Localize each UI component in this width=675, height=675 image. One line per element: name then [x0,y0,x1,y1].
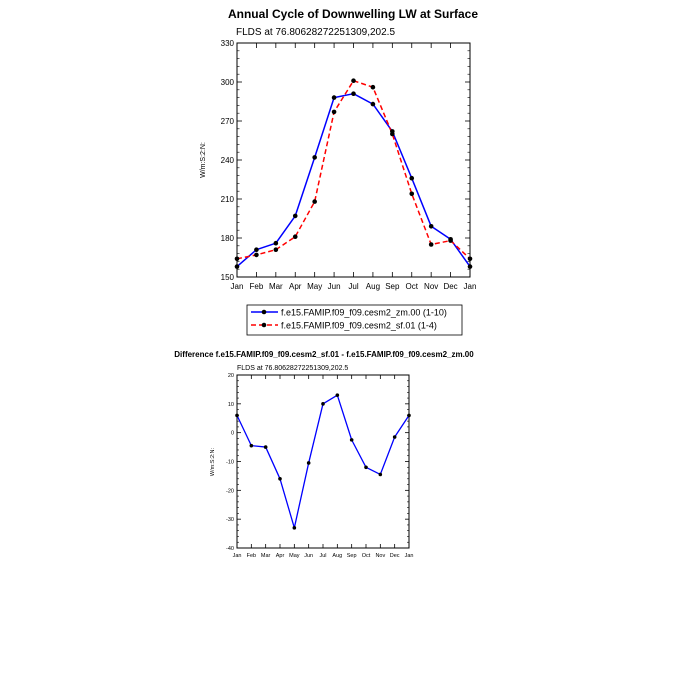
chart1-ylabel: W/m:S:2:N: [200,142,207,178]
series-2-point [274,247,279,252]
x-tick-label: Dec [443,282,458,291]
series-1-point [336,393,340,397]
series-line-2 [237,81,470,259]
chart2-plot-frame [237,375,409,548]
series-1-point [250,444,254,448]
series-1-point [468,264,473,269]
y-tick-label: 0 [230,430,234,437]
series-1-point [274,241,279,246]
series-2-point [371,85,376,90]
chart2-ylabel: W/m:S:2:N: [210,447,216,477]
series-1-point [264,445,268,449]
y-tick-label: -20 [226,488,234,495]
x-tick-label: Sep [385,282,400,291]
series-1-point [321,402,325,406]
x-tick-label: Oct [361,553,371,559]
legend-entry-series-1 [251,308,447,318]
legend-marker-series-2 [262,323,267,328]
x-tick-label: Jun [327,282,341,291]
x-tick-label: Aug [365,282,381,291]
series-1-point [307,461,311,465]
chart2-series-points [235,393,411,529]
x-tick-label: Apr [289,282,302,291]
x-tick-label: Mar [260,553,271,559]
series-2-point [409,192,414,197]
x-tick-label: Jan [230,282,244,291]
y-tick-label: 150 [220,272,234,282]
x-tick-label: Feb [249,282,264,291]
annual-cycle-chart [200,7,478,335]
series-line-1 [237,94,470,267]
y-tick-label: 330 [220,38,234,48]
chart2-title: Difference f.e15.FAMIP.f09_f09.cesm2_sf.01 - f.e15.FAMIP.f09_f09.cesm2_zm.00 [174,350,474,359]
legend-marker-series-1 [262,310,267,315]
series-1-point [293,214,298,219]
chart1-subtitle: FLDS at 76.80628272251309,202.5 [236,27,396,38]
x-tick-label: Dec [389,553,400,559]
y-tick-label: 270 [220,116,234,126]
series-1-point [278,477,282,481]
chart2-subtitle: FLDS at 76.80628272251309,202.5 [237,365,349,372]
x-tick-label: Mar [268,282,283,291]
chart1-plot-frame [237,43,470,277]
x-tick-label: Oct [405,282,418,291]
chart1-x-tick-labels [231,282,477,291]
series-2-point [390,132,395,137]
chart1-series-lines [237,81,470,267]
x-tick-label: May [289,553,300,559]
difference-chart [174,350,474,559]
series-2-point [312,199,317,204]
x-tick-label: Jul [348,282,359,291]
series-1-point [293,526,297,530]
series-1-point [393,435,397,439]
series-1-point [429,224,434,229]
chart2-series-lines [237,395,409,528]
x-tick-label: Nov [424,282,439,291]
x-tick-label: Apr [275,553,285,559]
series-1-point [350,438,354,442]
x-tick-label: Jan [463,282,477,291]
chart1-y-tick-labels [221,39,235,282]
y-tick-label: -30 [226,517,234,524]
x-tick-label: Jan [232,553,242,559]
legend-label-series-2: f.e15.FAMIP.f09_f09.cesm2_sf.01 (1-4) [281,320,437,331]
series-2-point [332,110,337,115]
y-tick-label: 300 [220,77,234,87]
y-tick-label: 180 [220,233,234,243]
series-1-point [312,155,317,160]
chart1-ticks [237,43,470,277]
series-2-point [448,238,453,243]
chart2-ticks [237,375,409,548]
y-tick-label: 210 [220,194,234,204]
y-tick-label: 20 [227,372,234,379]
x-tick-label: Jun [304,553,314,559]
series-line-1 [237,395,409,528]
series-1-point [409,176,414,181]
chart1-legend [247,305,462,335]
series-1-point [235,414,239,418]
series-2-point [293,234,298,239]
y-tick-label: -10 [226,459,234,466]
series-2-point [351,78,356,83]
x-tick-label: Nov [375,553,386,559]
y-tick-label: -40 [226,545,234,552]
legend-label-series-1: f.e15.FAMIP.f09_f09.cesm2_zm.00 (1-10) [281,307,447,318]
chart1-title: Annual Cycle of Downwelling LW at Surface [227,7,479,21]
series-1-point [254,247,259,252]
y-tick-label: 240 [220,155,234,165]
series-2-point [235,257,240,262]
chart2-x-tick-labels [233,553,414,559]
x-tick-label: Feb [246,553,257,559]
series-1-point [379,473,383,477]
series-1-point [407,414,411,418]
series-1-point [364,465,368,469]
series-1-point [235,264,240,269]
x-tick-label: Sep [346,553,357,559]
chart1-series-points [235,78,473,269]
x-tick-label: May [307,282,323,291]
chart2-y-tick-labels [226,373,234,552]
series-2-point [429,242,434,247]
series-1-point [351,91,356,96]
series-2-point [468,257,473,262]
x-tick-label: Aug [332,553,343,559]
x-tick-label: Jan [404,553,414,559]
y-tick-label: 10 [227,401,234,408]
series-1-point [332,95,337,100]
series-1-point [371,102,376,107]
x-tick-label: Jul [319,553,327,559]
series-2-point [254,253,259,258]
